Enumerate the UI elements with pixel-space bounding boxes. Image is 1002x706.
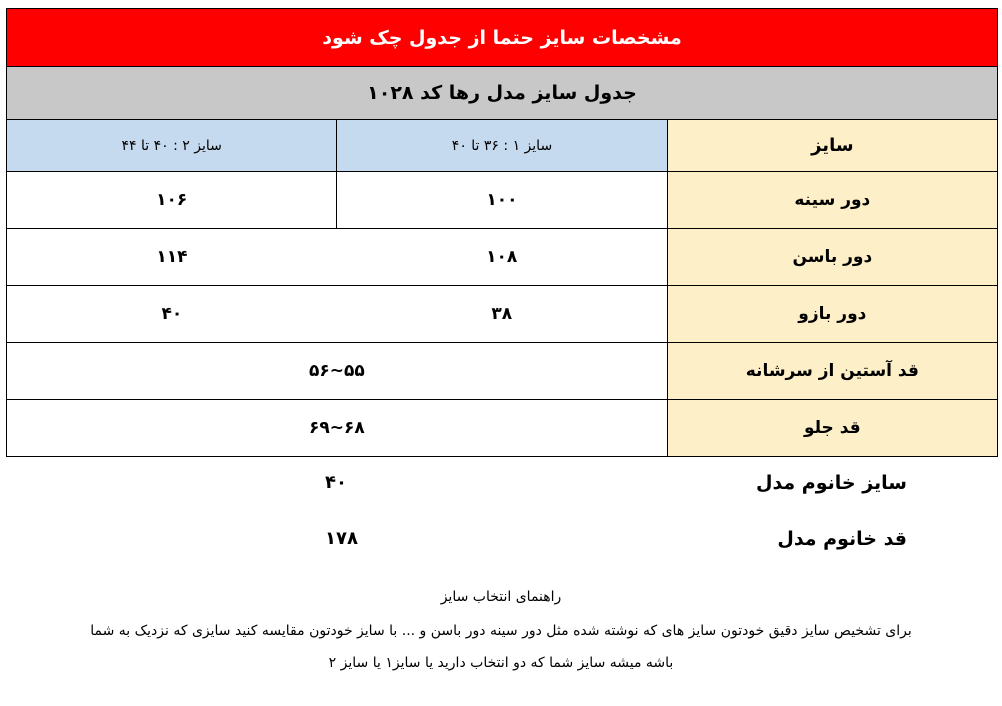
guide-line-2: باشه میشه سایز شما که دو انتخاب دارید یا سایز۱ یا سایز ۲ [328,655,674,671]
size-chart-table [6,8,998,457]
front-length-value: ۶۸~۶۹ [7,400,668,457]
size1-header: سایز ۱ : ۳۶ تا ۴۰ [337,120,667,172]
front-length-label: قد جلو [667,400,997,457]
sleeve-length-value: ۵۵~۵۶ [7,343,668,400]
table-row [7,286,998,343]
title-row [7,67,998,120]
hip-size1: ۱۰۸ [337,229,667,286]
arm-label: دور بازو [667,286,997,343]
table-row [7,400,998,457]
model-size-label: سایز خانوم مدل [755,472,907,494]
arm-size2: ۴۰ [7,286,337,343]
table-row [7,229,998,286]
hip-size2: ۱۱۴ [7,229,337,286]
table-row [7,343,998,400]
model-size-value: ۴۰ [325,472,347,493]
size2-header: سایز ۲ : ۴۰ تا ۴۴ [7,120,337,172]
chest-label: دور سینه [667,172,997,229]
chest-size2: ۱۰۶ [7,172,337,229]
guide-title: راهنمای انتخاب سایز [440,589,562,605]
guide-line-1: برای تشخیص سایز دقیق خودتون سایز های که نوشته شده مثل دور سینه دور باسن و ... با سایز خودتون مقایسه کنید سایزی که نزدیک به شما [90,623,912,639]
warning-row [7,9,998,67]
sleeve-length-label: قد آستین از سرشانه [667,343,997,400]
model-height-label: قد خانوم مدل [777,528,907,550]
hip-label: دور باسن [667,229,997,286]
warning-banner: مشخصات سایز حتما از جدول چک شود [7,9,998,67]
model-height-value: ۱۷۸ [325,528,358,549]
chart-title: جدول سایز مدل رها کد ۱۰۲۸ [7,67,998,120]
chest-size1: ۱۰۰ [337,172,667,229]
size-header-row [7,120,998,172]
table-row [7,172,998,229]
arm-size1: ۳۸ [337,286,667,343]
size-label: سایز [667,120,997,172]
